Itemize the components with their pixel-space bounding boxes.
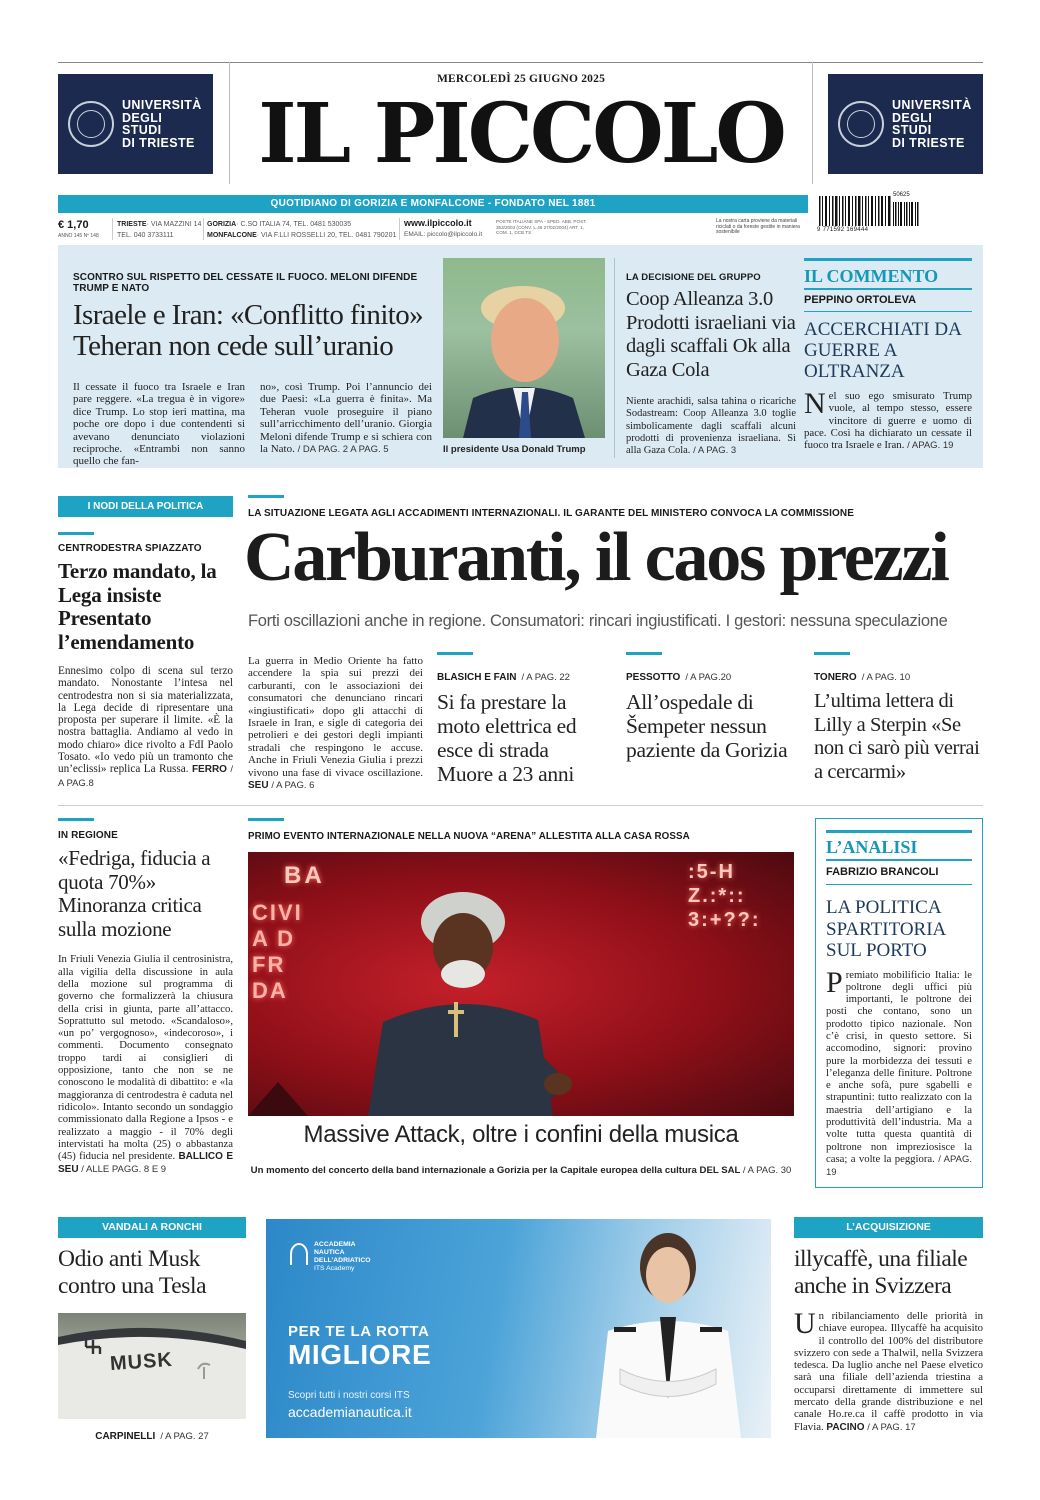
sub1-author: BLASICH E FAIN (437, 672, 517, 683)
lead-kicker: SCONTRO SUL RISPETTO DEL CESSATE IL FUOCO. MELONI DIFENDE TRUMP E NATO (73, 272, 418, 294)
regione-bar (58, 818, 94, 821)
trump-photo-caption: Il presidente Usa Donald Trump (443, 444, 586, 455)
vandali-credit: CARPINELLI / A PAG. 27 (95, 1431, 209, 1442)
regione-body: In Friuli Venezia Giulia il centrosinistra, alla vigilia della discussione in aula della mozione sul programma di governo che formalizzerà la chiusura della crisi in giunta, parte all’attacco. Soprattutto sul metodo. «Scandaloso», «un po’ vergognoso», «indecoroso», i commenti. Documento consegnato troppo tardi ai consiglieri di opposizione, tanto che non se ne conoscono le modalità di dibattito: e «la maggioranza di centrodestra è caduta nel ridicolo». Intanto secondo un sondaggio commissionato dalla Regione a Ipsos - e realizzato a maggio - il 70% degli intervistati ha molta (25) o abbastanza (45) fiducia nel presidente. BALLICO E SEU / ALLE PAGG. 8 E 9 (58, 953, 233, 1176)
sponsor-text: UNIVERSITÀ DEGLI STUDI DI TRIESTE (892, 98, 972, 150)
sub2-headline: All’ospedale di Šempeter nessun paziente da Gorizia (626, 690, 788, 762)
address-gorizia: GORIZIA· C.SO ITALIA 74, TEL. 0481 530035 MONFALCONE· VIA F.LLI ROSSELLI 20, TEL. 0481 790201 (207, 221, 397, 239)
led-text-left: BA (284, 862, 325, 889)
main-body[interactable]: La guerra in Medio Oriente ha fatto accendere la spia sui prezzi dei carburanti, con le associazioni dei consumatori che denunciano rincari «ingiustificati» dopo gli attacchi di Israele in Iran, e sigle di categoria dei petrolieri e dei gestori degli impianti stradali che respingono le accuse. Anche in Friuli Venezia Giulia i prezzi vivono una fase di vivace oscillazione. SEU / A PAG. 6 (248, 655, 423, 792)
tagline: QUOTIDIANO DI GORIZIA E MONFALCONE - FONDATO NEL 1881 (270, 198, 596, 209)
nodi-bar (58, 532, 94, 535)
nodi-headline: Terzo mandato, la Lega insiste Presentato l’emendamento (58, 559, 217, 654)
masthead-top-rule (58, 62, 983, 63)
analisi-headline: LA POLITICA SPARTITORIA SUL PORTO (826, 897, 946, 961)
graffiti-text: MUSK (109, 1348, 174, 1376)
illy-headline: illycaffè, una filiale anche in Svizzera (794, 1246, 968, 1299)
concert-headline[interactable]: Massive Attack, oltre i confini della musica (303, 1121, 739, 1148)
paper-note: La nostra carta proviene da materiali riciclati o da foreste gestite in maniera sostenibile (716, 218, 800, 236)
ad-url[interactable]: accademianautica.it (288, 1404, 412, 1420)
concert-kicker: PRIMO EVENTO INTERNAZIONALE NELLA NUOVA “ARENA” ALLESTITA ALLA CASA ROSSA (248, 831, 690, 842)
sub-article-2[interactable] (626, 652, 796, 762)
main-kicker: LA SITUAZIONE LEGATA AGLI ACCADIMENTI INTERNAZIONALI. IL GARANTE DEL MINISTERO CONVOCA LA COMMISSIONE (248, 508, 855, 519)
sub3-author: TONERO (814, 672, 857, 683)
nodi-kicker: CENTRODESTRA SPIAZZATO (58, 543, 202, 554)
newspaper-title[interactable]: IL PICCOLO (258, 86, 784, 182)
main-bar (248, 495, 284, 498)
vandali-headline[interactable]: Odio anti Musk contro una Tesla (58, 1246, 207, 1299)
tesla-photo[interactable] (58, 1313, 246, 1419)
regione-kicker: IN REGIONE (58, 830, 118, 841)
university-seal-icon (838, 101, 884, 147)
ad-tagline-1: PER TE LA ROTTA (288, 1323, 430, 1340)
analisi-author: FABRIZIO BRANCOLI (826, 866, 939, 878)
sponsor-text: UNIVERSITÀ DEGLI STUDI DI TRIESTE (122, 98, 202, 150)
regione-headline: «Fedriga, fiducia a quota 70%» Minoranza critica sulla mozione (58, 846, 211, 941)
tagline-bar (58, 195, 808, 213)
illy-label: L’ACQUISIZIONE (794, 1217, 983, 1238)
ad-banner[interactable] (266, 1219, 771, 1438)
led-text-right: :5-H Z.:*:: 3:+??: (688, 861, 761, 931)
vline-panel-1 (614, 258, 615, 458)
address-trieste: TRIESTE· VIA MAZZINI 14 TEL. 040 3733111 (117, 221, 202, 239)
sub2-author: PESSOTTO (626, 672, 681, 683)
regione-article[interactable] (58, 830, 233, 1177)
barcode-top-number: 50625 (893, 192, 910, 198)
ad-tagline-2: MIGLIORE (288, 1339, 432, 1370)
concert-caption: Un momento del concerto della band internazionale a Gorizia per la Capitale europea della cultura DEL SAL / A PAG. 30 (250, 1165, 792, 1176)
issue-date: MERCOLEDÌ 25 GIUGNO 2025 (436, 73, 606, 85)
academy-logo-icon (290, 1243, 308, 1265)
university-seal-icon (68, 101, 114, 147)
website[interactable]: www.ilpiccolo.it (404, 218, 472, 228)
barcode (817, 192, 925, 236)
info-divider (112, 218, 113, 240)
barcode-number: 9 771592 169444 (817, 227, 869, 233)
trump-photo[interactable] (443, 258, 605, 438)
sub2-ref: / A PAG.20 (685, 672, 732, 683)
illy-body: Un ribilanciamento delle priorità in chiave europea. Illycaffè ha acquisito il controllo del 100% del distributore svizzero con sede a Thalwil, nella Svizzera tedesca. Da luglio anche nel Paese elvetico sarà una filiale dell’azienda triestina a occuparsi direttamente di immettere sul mercato della grande distribuzione e nel canale Ho.re.ca il caffè prodotto in via Flavia. PACINO / A PAG. 17 (794, 1307, 983, 1433)
analisi-column (826, 830, 972, 1180)
student-icon (556, 1219, 771, 1438)
sub1-ref: / A PAG. 22 (521, 672, 570, 683)
commento-column[interactable] (804, 258, 972, 452)
analisi-label: L’ANALISI (826, 837, 918, 857)
ad-line: Scopri tutti i nostri corsi ITS (288, 1390, 410, 1401)
postal-info: POSTE ITALIANE SPA - SPED. ABB. POST. 353/2003 (CONV. L.46 27/02/2004) ART. 1, COM. 1, DCB TS (496, 219, 587, 236)
performer-icon (248, 852, 794, 1116)
sub-article-3[interactable] (814, 652, 986, 784)
main-headline[interactable]: Carburanti, il caos prezzi (244, 519, 948, 596)
masthead-rule-right (812, 62, 813, 184)
sponsor-logo-right[interactable] (828, 74, 983, 174)
commento-author: PEPPINO ORTOLEVA (804, 294, 917, 306)
price: € 1,70 (58, 219, 89, 231)
info-divider (203, 218, 204, 240)
nodi-body: Ennesimo colpo di scena sul terzo mandato. Nonostante l’intesa nel centrodestra non si sia materializzata, la Lega decide di ripresentare una proposta per superare il limite. «È la nostra battaglia. Andiamo al vedo in modo chiaro» dice rivolto a FdI Paolo Tosato. «Io vedo più un tramonto che un’eclissi» replica La Russa. FERRO / A PAG.8 (58, 665, 234, 789)
coop-headline: Coop Alleanza 3.0 Prodotti israeliani via dagli scaffali Ok alla Gaza Cola (626, 288, 796, 381)
analisi-body: Premiato mobilificio Italia: le poltrone degli uffici più importanti, le poltrone dei posti che contano, sono un prodotto tipico nazionale. Non c’è crisi, in questo settore. Si accomodino, signori: provino pure la morbidezza dei tessuti e l’eleganza delle finiture. Poltrone e anche sofà, pure sgabelli e strapuntini: tutto realizzato con la maestria dell’artigiano e la produttività dell’industria. Ma a volte tutta questa quantità di poltrone non impreziosisce la casa; a volte la peggiora. / APAG. 19 (826, 965, 973, 1179)
sub3-ref: / A PAG. 10 (861, 672, 911, 683)
issue-number: ANNO 145 Nº 148 (58, 233, 99, 239)
coop-article[interactable] (626, 258, 796, 457)
led-text-left-2: CIVI A D FR DA (252, 900, 303, 1003)
lead-headline: Israele e Iran: «Conflitto finito» Teheran non cede sull’uranio (73, 299, 424, 362)
lead-body-col1: Il cessate il fuoco tra Israele e Iran pare reggere. «La tregua è in vigore» dice Trump. Lo stop ieri mattina, ma poche ore dopo i due contendenti si avevano denunciato violazioni reciproche. «Entrambi non sanno quello che fan- (73, 381, 245, 468)
vandali-label: VANDALI A RONCHI (58, 1217, 246, 1238)
nodi-article[interactable] (58, 543, 233, 790)
concert-bar (248, 818, 284, 821)
sub-article-1[interactable] (437, 652, 607, 786)
portrait-icon (443, 258, 605, 438)
sub3-headline: L’ultima lettera di Lilly a Sterpin «Se non ci sarò più verrai a cercarmi» (814, 690, 980, 783)
commento-headline: ACCERCHIATI DA GUERRE A OLTRANZA (804, 319, 961, 382)
lead-body-col2: no», così Trump. Poi l’annuncio dei due Paesi: «La guerra è finita». Ma Teheran vuole proseguire il piano sull’arricchimento dell’uranio. Giorgia Meloni difende Trump e si schiera con la Nato. / DA PAG. 2 A PAG. 5 (260, 381, 432, 456)
academy-brand: ACCADEMIA NAUTICA DELL’ADRIATICO ITS Academy (314, 1241, 371, 1272)
info-divider (399, 218, 400, 240)
section-divider (58, 805, 983, 806)
coop-body: Niente arachidi, salsa tahina o ricariche Sodastream: Coop Alleanza 3.0 toglie simbolicamente dagli scaffali alcuni prodotti di provenienza israeliana. Sì alla Gaza Cola. / A PAG. 3 (626, 396, 796, 457)
commento-body: Nel suo ego smisurato Trump vuole, al tempo stesso, essere vincitore di guerre e uomo di pace. Così ha dichiarato un cessate il fuoco tra Israele e Iran. / APAG. 19 (804, 387, 972, 452)
concert-photo[interactable] (248, 852, 794, 1116)
nodi-label: I NODI DELLA POLITICA (58, 496, 233, 517)
main-subhead: Forti oscillazioni anche in regione. Consumatori: rincari ingiustificati. I gestori: nessuna speculazione (248, 612, 948, 630)
illy-article[interactable] (794, 1246, 983, 1434)
commento-label: IL COMMENTO (804, 266, 939, 286)
email[interactable]: EMAIL: piccolo@ilpiccolo.it (404, 231, 483, 238)
sub1-headline: Si fa prestare la moto elettrica ed esce di strada Muore a 23 anni (437, 690, 577, 786)
coop-kicker: LA DECISIONE DEL GRUPPO (626, 272, 761, 283)
sponsor-logo-left[interactable] (58, 74, 213, 174)
